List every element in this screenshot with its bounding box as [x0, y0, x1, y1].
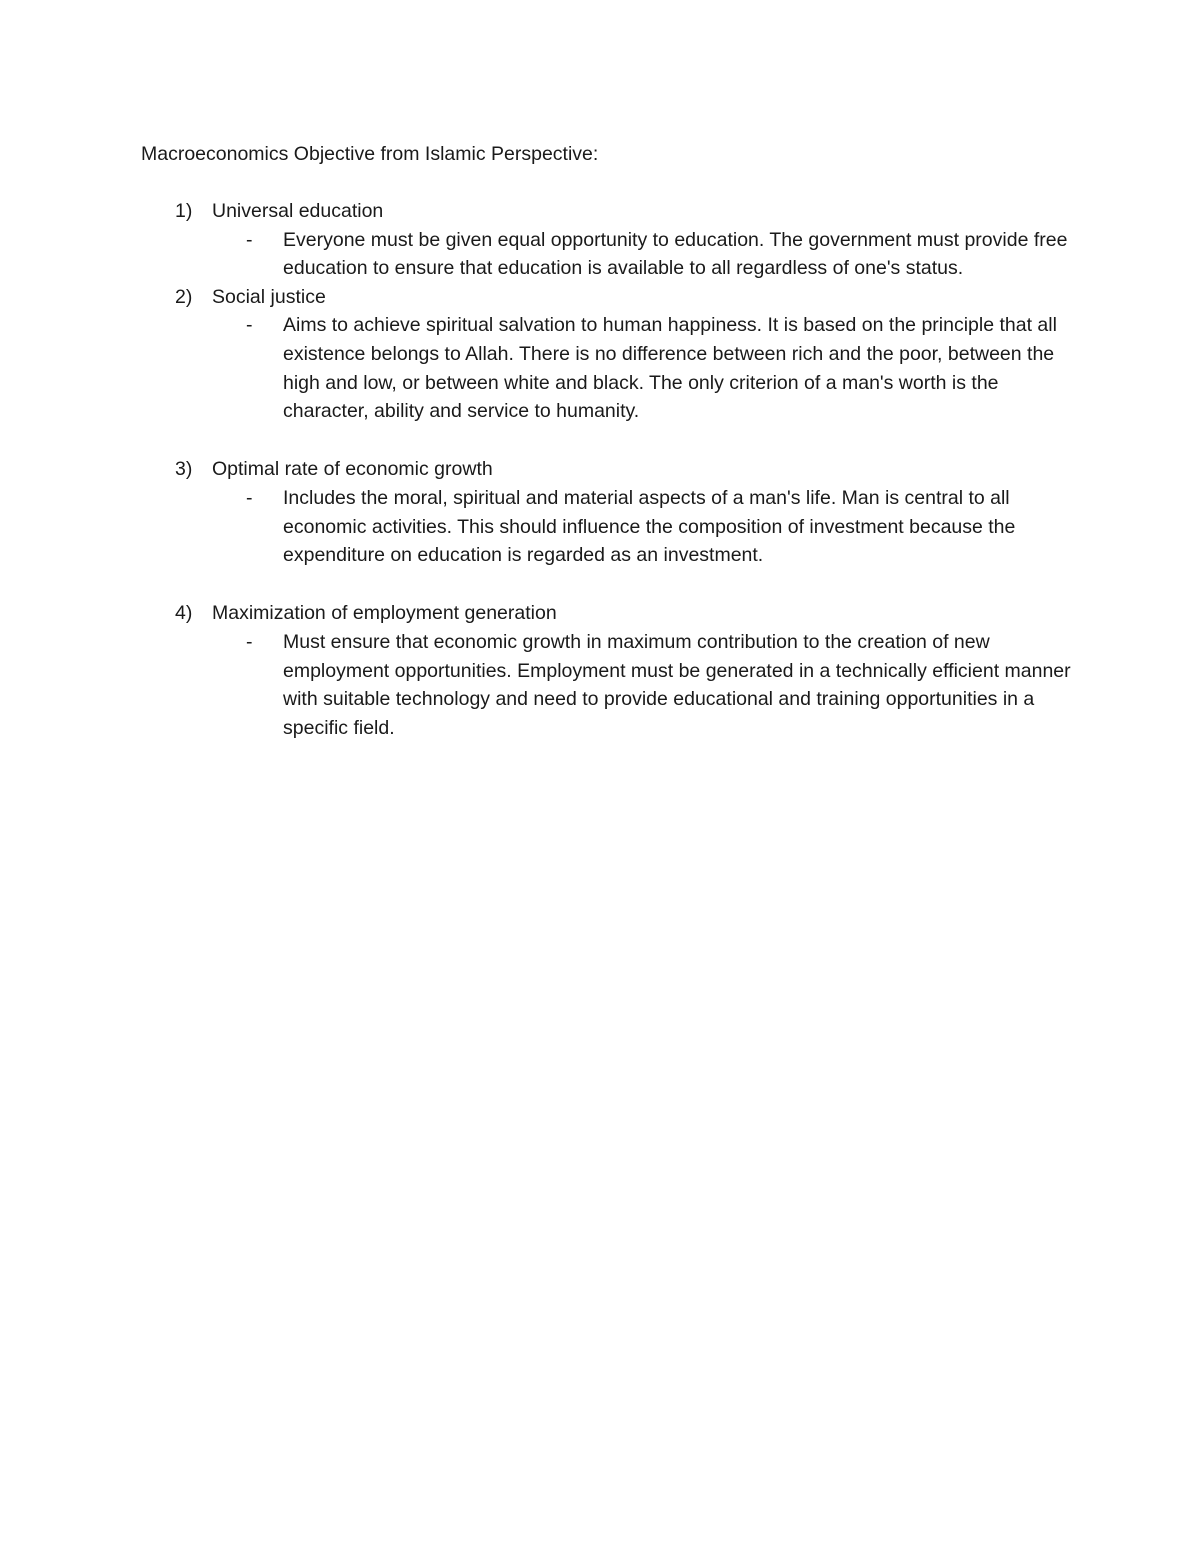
list-item-label: Maximization of employment generation	[212, 602, 557, 625]
spacer	[0, 570, 1200, 600]
list-item-detail	[0, 226, 1200, 283]
list-item-number: 3)	[175, 458, 193, 481]
list-item	[0, 455, 1200, 569]
list-item-heading	[0, 455, 1200, 484]
list-item	[0, 283, 1200, 426]
list-item-detail-text: Includes the moral, spiritual and material aspects of a man's life. Man is central to all economic activities. This should influence the composition of investment because the expenditure on education is regarded as an investment.	[283, 486, 1016, 567]
list-item-heading	[0, 283, 1200, 312]
dash-bullet: -	[246, 486, 253, 509]
list-item-heading	[0, 197, 1200, 226]
list-item-detail-text: Aims to achieve spiritual salvation to human happiness. It is based on the principle that all existence belongs to Allah. There is no difference between rich and the poor, between the high and low, or between white and black. The only criterion of a man's worth is the character, ability and service to humanity.	[283, 314, 1057, 423]
list-item-label: Optimal rate of economic growth	[212, 458, 493, 481]
list-item-detail	[0, 311, 1200, 425]
list-item-number: 4)	[175, 602, 193, 625]
spacer	[0, 426, 1200, 456]
dash-bullet: -	[246, 630, 253, 653]
list-item-detail	[0, 484, 1200, 570]
list-item-detail-text: Everyone must be given equal opportunity to education. The government must provide free education to ensure that education is available to all regardless of one's status.	[283, 228, 1068, 280]
list-item-number: 1)	[175, 200, 193, 222]
list-item	[0, 197, 1200, 283]
dash-bullet: -	[246, 228, 253, 251]
list-item-heading	[0, 599, 1200, 628]
list-item-label: Social justice	[212, 285, 326, 308]
list-item-detail	[0, 628, 1200, 742]
list-item	[0, 599, 1200, 742]
dash-bullet: -	[246, 314, 253, 337]
list-item-detail-text: Must ensure that economic growth in maximum contribution to the creation of new employment opportunities. Employment must be generated in a technically efficient manner with suitable technology and need to provide educational and training opportunities in a specific field.	[283, 630, 1071, 739]
list-item-number: 2)	[175, 285, 193, 308]
list-item-label: Universal education	[212, 200, 384, 222]
document-title: Macroeconomics Objective from Islamic Perspective:	[141, 143, 599, 165]
objectives-list	[0, 197, 1200, 742]
